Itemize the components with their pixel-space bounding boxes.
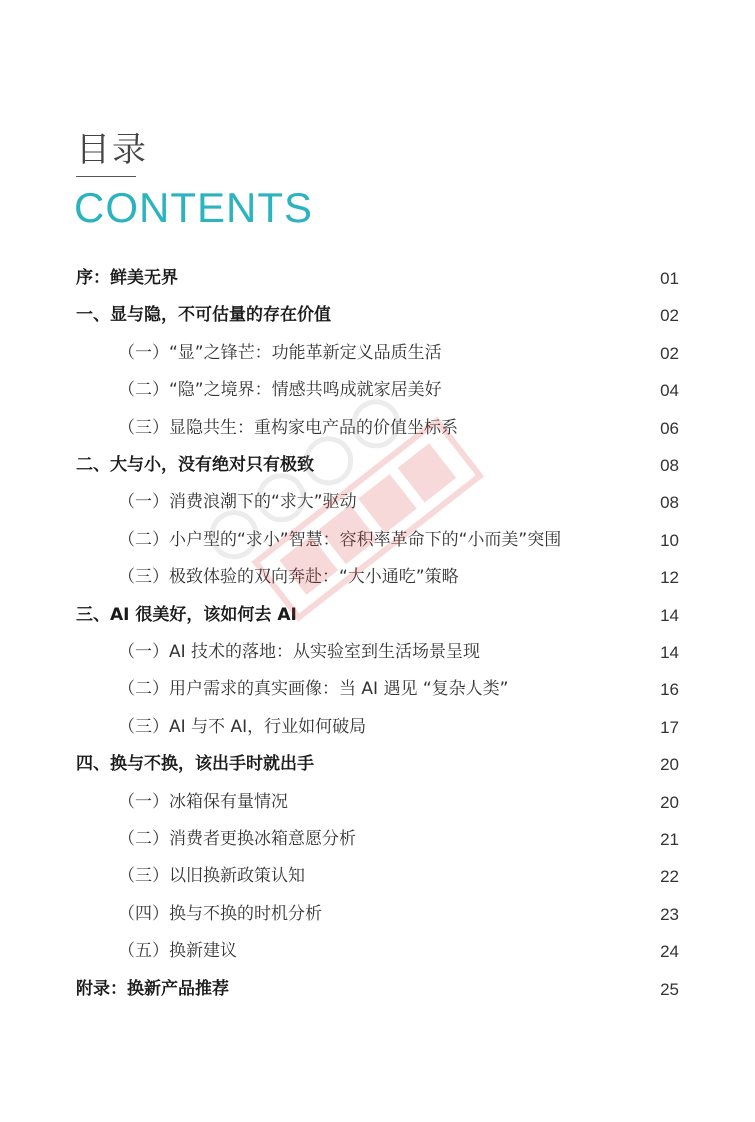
toc-page-number: 10 bbox=[660, 530, 679, 550]
toc-page-number: 02 bbox=[660, 343, 679, 363]
toc-chapter-row[interactable] bbox=[0, 297, 755, 334]
toc-entry-title: 附录：换新产品推荐 bbox=[76, 978, 229, 999]
toc-section-row[interactable] bbox=[0, 372, 755, 409]
toc-page-number: 06 bbox=[660, 418, 679, 438]
toc-page-number: 25 bbox=[660, 979, 679, 999]
toc-entry-title: （一）“显”之锋芒：功能革新定义品质生活 bbox=[118, 342, 442, 363]
toc-page-number: 16 bbox=[660, 680, 679, 700]
toc-page-number: 17 bbox=[660, 717, 679, 737]
toc-section-row[interactable] bbox=[0, 634, 755, 671]
toc-section-row[interactable] bbox=[0, 858, 755, 895]
toc-page-number: 14 bbox=[660, 643, 679, 662]
toc-entry-title: （二）用户需求的真实画像：当 AI 遇见 “复杂人类” bbox=[118, 679, 509, 700]
toc-entry-title: （三）以旧换新政策认知 bbox=[118, 866, 305, 887]
toc-entry-title: （一）AI 技术的落地：从实验室到生活场景呈现 bbox=[118, 642, 481, 662]
toc-entry-title: （一）冰箱保有量情况 bbox=[118, 791, 288, 812]
toc-chapter-row[interactable] bbox=[0, 260, 755, 297]
toc-entry-title: 三、AI 很美好，该如何去 AI bbox=[76, 604, 297, 625]
toc-chapter-row[interactable] bbox=[0, 447, 755, 484]
toc-page-number: 24 bbox=[660, 942, 679, 962]
toc-entry-title: （三）显隐共生：重构家电产品的价值坐标系 bbox=[118, 417, 458, 438]
toc-entry-title: （三）极致体验的双向奔赴：“大小通吃”策略 bbox=[118, 567, 459, 588]
toc-entry-title: （一）消费浪潮下的“求大”驱动 bbox=[118, 492, 357, 513]
toc-chapter-row[interactable] bbox=[0, 597, 755, 634]
toc-page-number: 23 bbox=[660, 904, 679, 924]
toc-section-row[interactable] bbox=[0, 335, 755, 372]
toc-entry-title: （二）小户型的“求小”智慧：容积率革命下的“小而美”突围 bbox=[118, 529, 562, 550]
toc-page-number: 02 bbox=[660, 306, 679, 326]
toc-chapter-row[interactable] bbox=[0, 971, 755, 1008]
toc-section-row[interactable] bbox=[0, 933, 755, 970]
toc-section-row[interactable] bbox=[0, 784, 755, 821]
toc-section-row[interactable] bbox=[0, 896, 755, 933]
toc-entry-title: 序：鲜美无界 bbox=[76, 268, 178, 288]
toc-chapter-row[interactable] bbox=[0, 746, 755, 783]
toc-page-number: 22 bbox=[660, 867, 679, 887]
toc-section-row[interactable] bbox=[0, 709, 755, 746]
toc-section-row[interactable] bbox=[0, 484, 755, 521]
toc-entry-title: （二）消费者更换冰箱意愿分析 bbox=[118, 829, 356, 849]
toc-section-row[interactable] bbox=[0, 671, 755, 708]
toc-page-number: 08 bbox=[660, 493, 679, 513]
toc-section-row[interactable] bbox=[0, 410, 755, 447]
toc-page-number: 14 bbox=[660, 605, 679, 625]
toc-entry-title: 二、大与小，没有绝对只有极致 bbox=[76, 455, 314, 475]
toc-page-number: 20 bbox=[660, 755, 679, 775]
title-divider bbox=[76, 176, 136, 177]
toc-page-number: 04 bbox=[660, 381, 679, 401]
toc-entry-title: （五）换新建议 bbox=[118, 941, 237, 962]
toc-page-number: 12 bbox=[660, 568, 679, 588]
toc-entry-title: （二）“隐”之境界：情感共鸣成就家居美好 bbox=[118, 380, 442, 401]
toc-entry-title: （四）换与不换的时机分析 bbox=[118, 903, 322, 924]
toc-section-row[interactable] bbox=[0, 559, 755, 596]
toc-page-number: 21 bbox=[660, 830, 679, 849]
toc-entry-title: 一、显与隐，不可估量的存在价值 bbox=[76, 305, 331, 326]
toc-section-row[interactable] bbox=[0, 522, 755, 559]
page-title-cn: 目录 bbox=[76, 130, 148, 170]
page-title-en: CONTENTS bbox=[74, 184, 313, 231]
toc-page-number: 01 bbox=[660, 269, 679, 288]
toc-page-number: 08 bbox=[660, 456, 679, 475]
toc-entry-title: 四、换与不换，该出手时就出手 bbox=[76, 754, 314, 775]
toc-entry-title: （三）AI 与不 AI，行业如何破局 bbox=[118, 716, 367, 737]
toc-page-number: 20 bbox=[660, 792, 679, 812]
toc-section-row[interactable] bbox=[0, 821, 755, 858]
